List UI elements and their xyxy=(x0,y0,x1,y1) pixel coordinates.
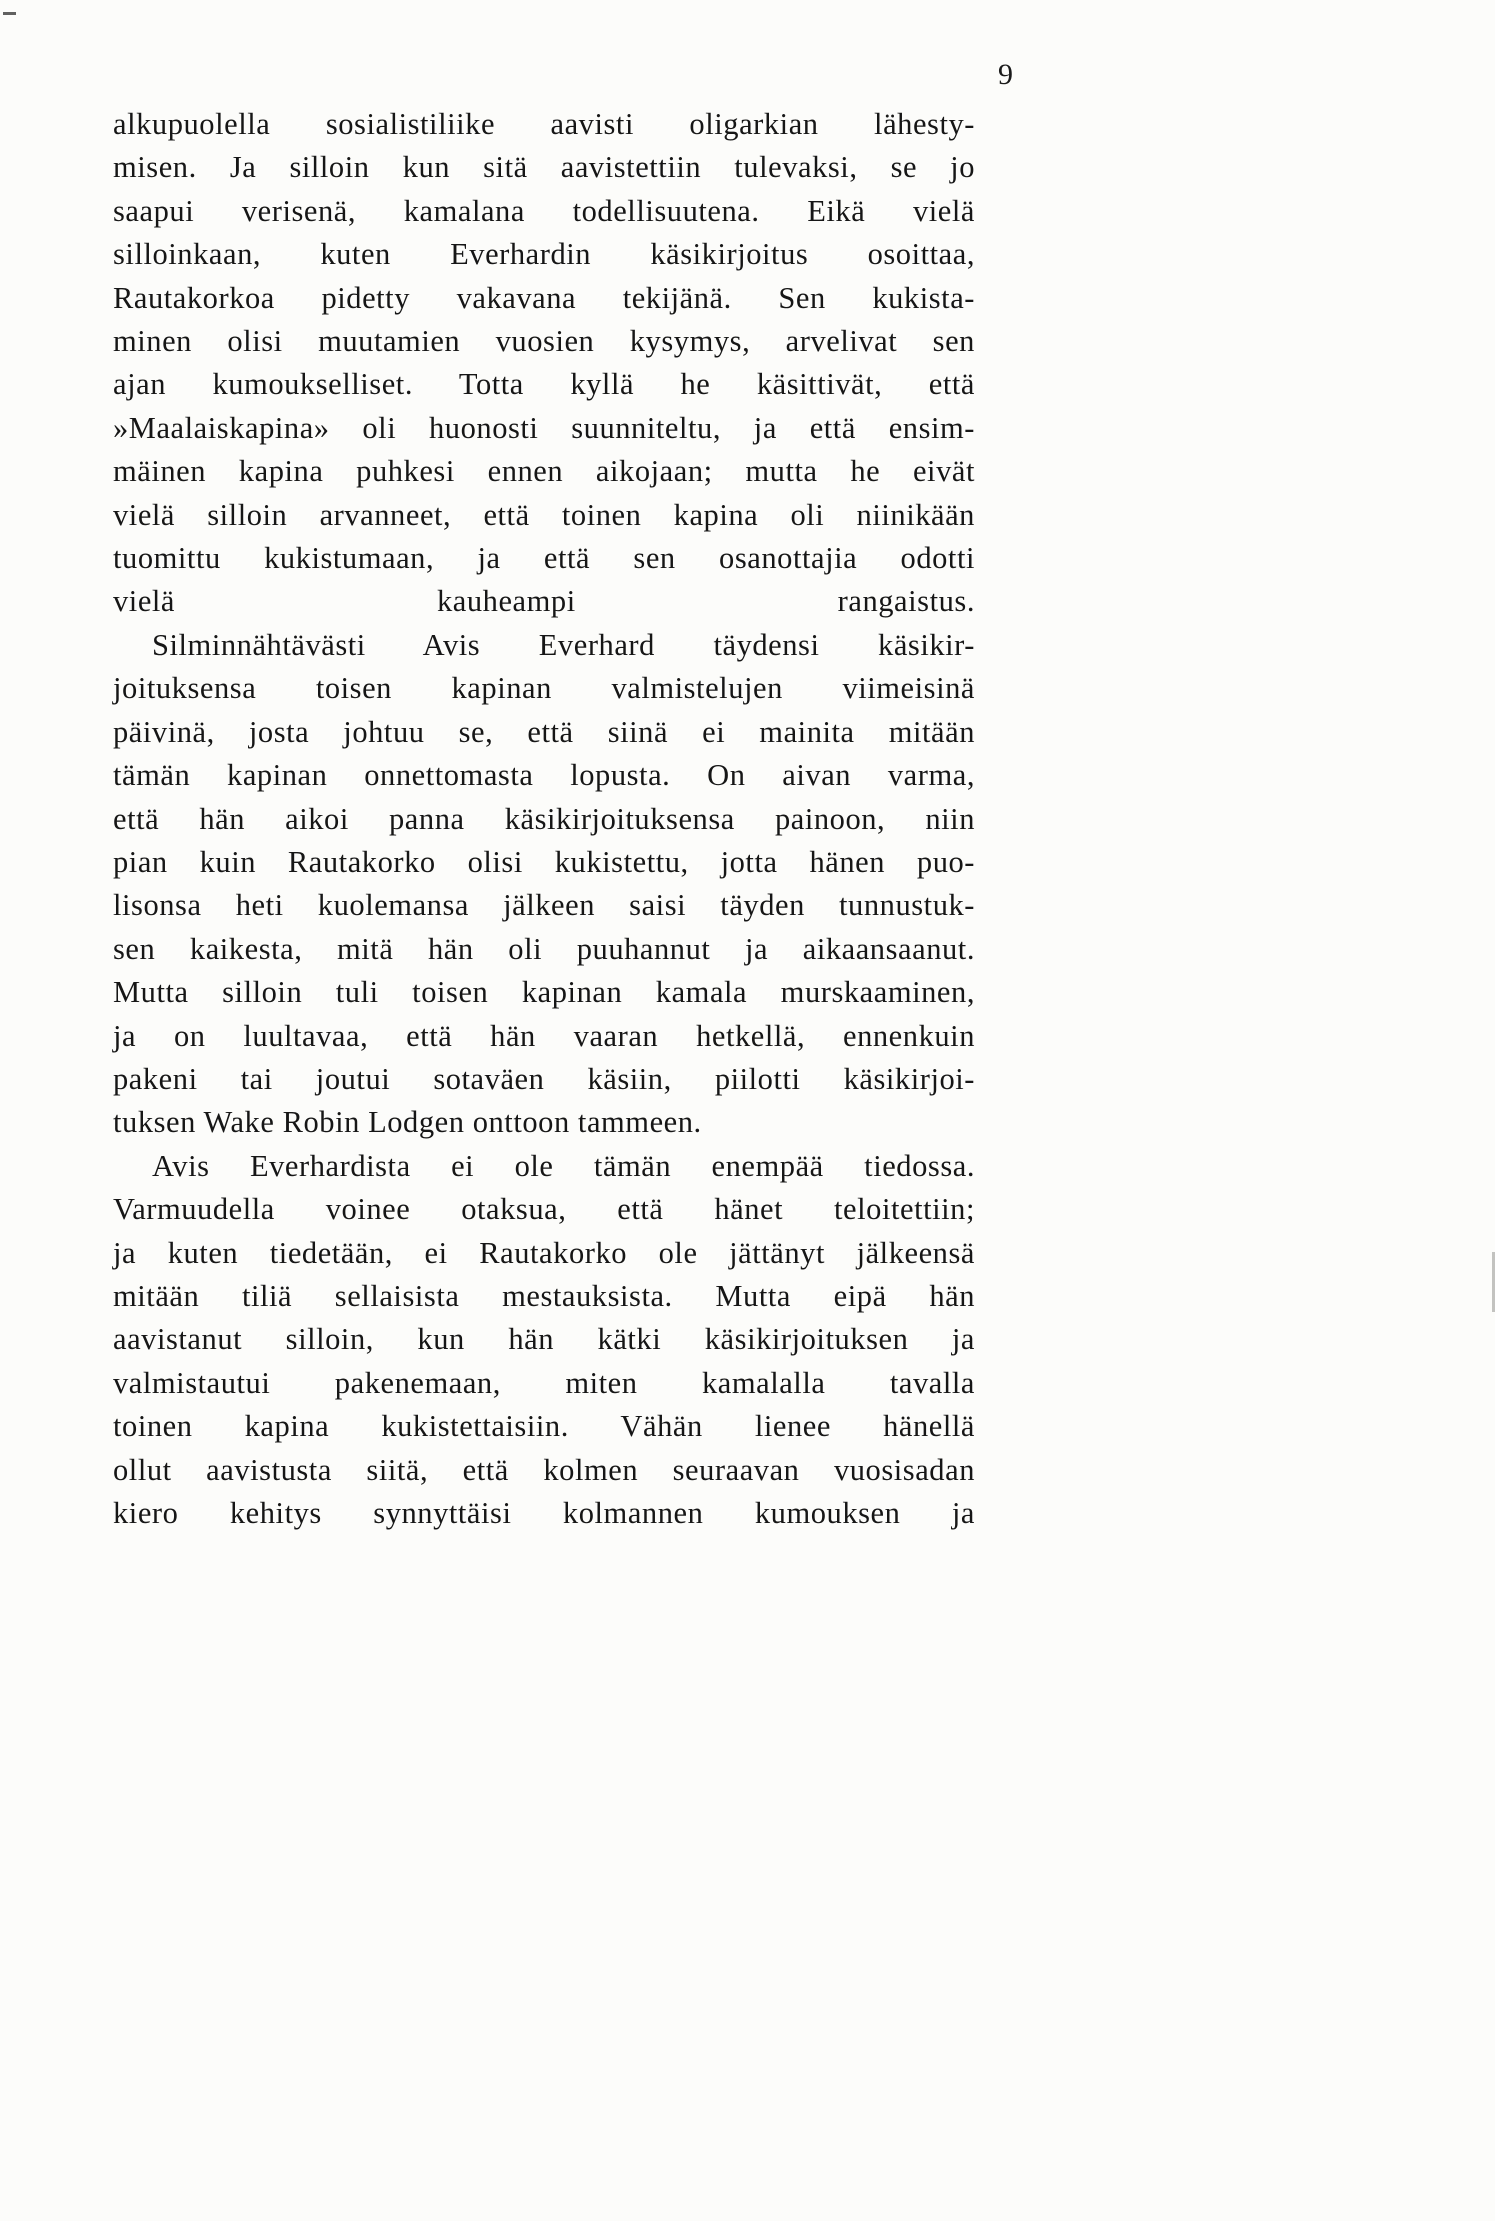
text-line: sen kaikesta, mitä hän oli puuhannut ja aikaansaanut. xyxy=(113,931,975,966)
text-line: tämän kapinan onnettomasta lopusta. On aivan varma, xyxy=(113,758,975,793)
text-line: ajan kumoukselliset. Totta kyllä he käsittivät, että xyxy=(113,367,975,402)
text-line: »Maalaiskapina» oli huonosti suunniteltu, ja että ensim- xyxy=(113,410,975,445)
text-line: mäinen kapina puhkesi ennen aikojaan; mutta he eivät xyxy=(113,454,975,489)
text-line: toinen kapina kukistettaisiin. Vähän lienee hänellä xyxy=(113,1409,975,1444)
text-line: valmistautui pakenemaan, miten kamalalla tavalla xyxy=(113,1365,975,1400)
text-line: Silminnähtävästi Avis Everhard täydensi käsikir- xyxy=(152,627,975,662)
text-line: kiero kehitys synnyttäisi kolmannen kumouksen ja xyxy=(113,1496,975,1530)
text-line: vielä silloin arvanneet, että toinen kapina oli niinikään xyxy=(113,497,975,532)
text-line: ja on luultavaa, että hän vaaran hetkellä, ennenkuin xyxy=(113,1018,975,1053)
text-line: Avis Everhardista ei ole tämän enempää tiedossa. xyxy=(152,1148,975,1183)
text-line: aavistanut silloin, kun hän kätki käsikirjoituksen ja xyxy=(113,1322,975,1357)
text-line: Varmuudella voinee otaksua, että hänet teloitettiin; xyxy=(113,1192,975,1227)
text-line: minen olisi muutamien vuosien kysymys, arvelivat sen xyxy=(113,324,975,359)
paragraph xyxy=(113,1145,975,1536)
text-line: silloinkaan, kuten Everhardin käsikirjoitus osoittaa, xyxy=(113,237,975,272)
text-line: Mutta silloin tuli toisen kapinan kamala murskaaminen, xyxy=(113,975,975,1010)
text-line: Rautakorkoa pidetty vakavana tekijänä. Sen kukista- xyxy=(113,280,975,315)
text-line: misen. Ja silloin kun sitä aavistettiin tulevaksi, se jo xyxy=(113,150,975,185)
text-line: saapui verisenä, kamalana todellisuutena. Eikä vielä xyxy=(113,193,975,228)
body-text xyxy=(113,103,975,1535)
text-line: mitään tiliä sellaisista mestauksista. Mutta eipä hän xyxy=(113,1278,975,1313)
text-line: ollut aavistusta siitä, että kolmen seuraavan vuosisadan xyxy=(113,1452,975,1487)
text-line: ja kuten tiedetään, ei Rautakorko ole jättänyt jälkeensä xyxy=(113,1235,975,1270)
text-line: lisonsa heti kuolemansa jälkeen saisi täyden tunnustuk- xyxy=(113,888,975,923)
paragraph xyxy=(113,624,975,1145)
scan-artifact-dash xyxy=(3,12,16,15)
text-line: että hän aikoi panna käsikirjoituksensa painoon, niin xyxy=(113,801,975,836)
text-line: tuomittu kukistumaan, ja että sen osanottajia odotti xyxy=(113,541,975,576)
text-line: joituksensa toisen kapinan valmistelujen viimeisinä xyxy=(113,671,975,706)
text-line: tuksen Wake Robin Lodgen onttoon tammeen. xyxy=(113,1105,702,1140)
paragraph xyxy=(113,103,975,624)
text-line: pakeni tai joutui sotaväen käsiin, piilotti käsikirjoi- xyxy=(113,1061,975,1096)
text-line: alkupuolella sosialistiliike aavisti oligarkian lähesty- xyxy=(113,107,975,141)
text-line: vielä kauheampi rangaistus. xyxy=(113,584,975,619)
page-number: 9 xyxy=(998,58,1014,91)
text-line: pian kuin Rautakorko olisi kukistettu, jotta hänen puo- xyxy=(113,844,975,879)
text-line: päivinä, josta johtuu se, että siinä ei mainita mitään xyxy=(113,714,975,749)
